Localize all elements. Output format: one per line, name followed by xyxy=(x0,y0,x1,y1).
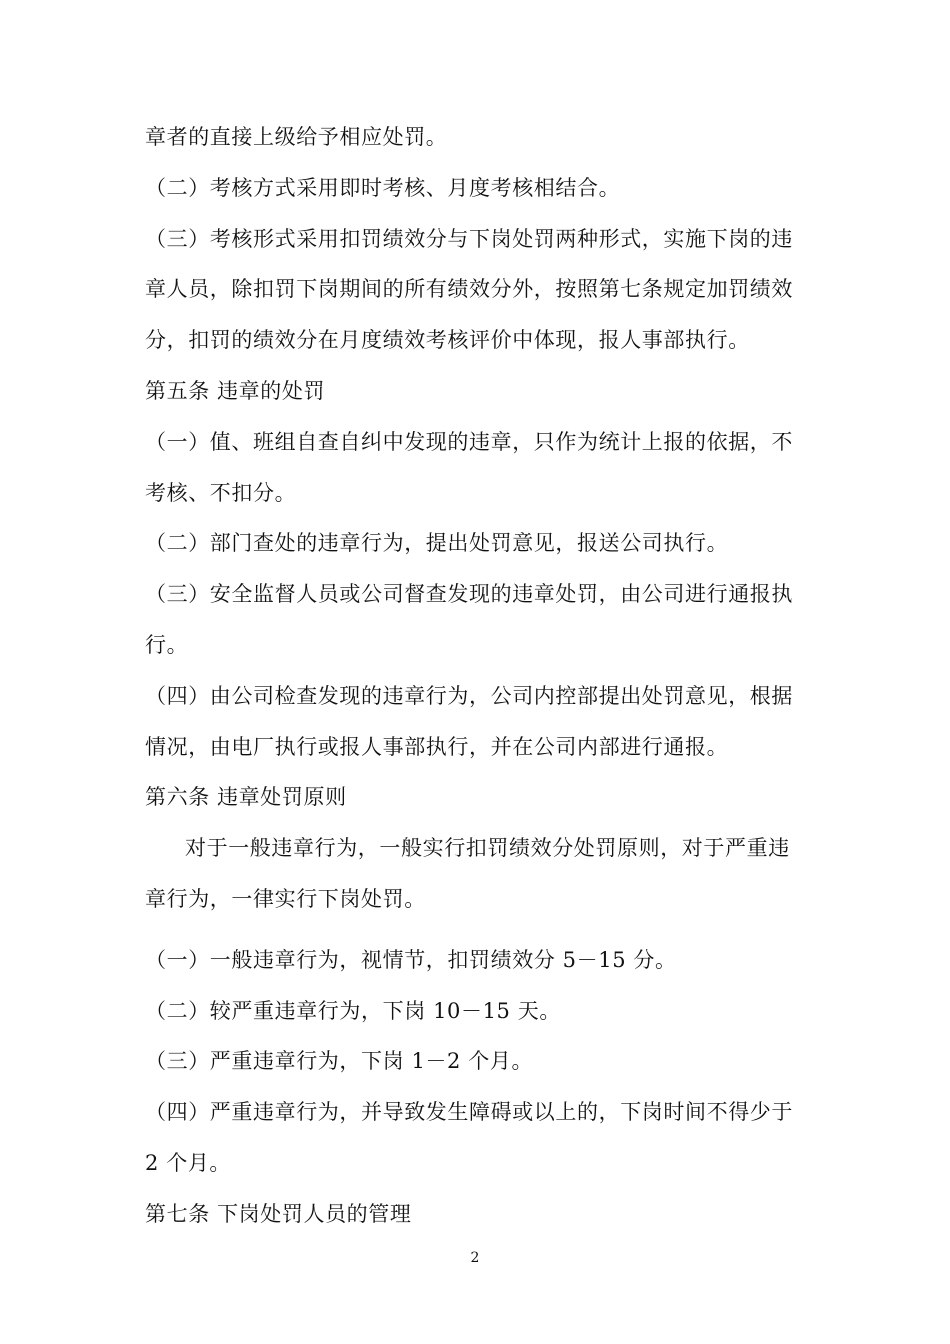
paragraph-line: 章者的直接上级给予相应处罚。 xyxy=(145,125,448,149)
article-heading: 第七条 下岗处罚人员的管理 xyxy=(145,1201,412,1226)
paragraph-line: 对于一般违章行为，一般实行扣罚绩效分处罚原则，对于严重违 xyxy=(185,836,790,861)
paragraph-line: （一）一般违章行为，视情节，扣罚绩效分 5－15 分。 xyxy=(145,947,677,972)
article-heading: 第五条 违章的处罚 xyxy=(145,378,326,403)
paragraph-line: （四）由公司检查发现的违章行为，公司内控部提出处罚意见，根据 xyxy=(145,683,793,708)
paragraph-line: （二）部门查处的违章行为，提出处罚意见，报送公司执行。 xyxy=(145,531,729,556)
paragraph-line: （三）考核形式采用扣罚绩效分与下岗处罚两种形式，实施下岗的违 xyxy=(145,226,793,251)
paragraph-line: （四）严重违章行为，并导致发生障碍或以上的，下岗时间不得少于 xyxy=(145,1100,793,1125)
paragraph-line: 情况，由电厂执行或报人事部执行，并在公司内部进行通报。 xyxy=(145,734,729,759)
paragraph-line: （三）严重违章行为，下岗 1－2 个月。 xyxy=(145,1049,534,1074)
page-number: 2 xyxy=(470,1250,480,1266)
paragraph-line: 2 个月。 xyxy=(145,1150,232,1175)
paragraph-line: 章行为，一律实行下岗处罚。 xyxy=(145,886,426,911)
paragraph-line: 考核、不扣分。 xyxy=(145,480,297,505)
article-heading: 第六条 违章处罚原则 xyxy=(145,785,347,810)
paragraph-line: 章人员，除扣罚下岗期间的所有绩效分外，按照第七条规定加罚绩效 xyxy=(145,277,793,302)
paragraph-line: （三）安全监督人员或公司督查发现的违章处罚，由公司进行通报执 xyxy=(145,582,793,607)
paragraph-line: （一）值、班组自查自纠中发现的违章，只作为统计上报的依据，不 xyxy=(145,429,793,454)
paragraph-line: （二）较严重违章行为，下岗 10－15 天。 xyxy=(145,998,561,1023)
paragraph-line: 行。 xyxy=(145,632,189,657)
paragraph-line: 分，扣罚的绩效分在月度绩效考核评价中体现，报人事部执行。 xyxy=(145,328,750,353)
paragraph-line: （二）考核方式采用即时考核、月度考核相结合。 xyxy=(145,175,621,200)
document-body xyxy=(145,112,810,1240)
